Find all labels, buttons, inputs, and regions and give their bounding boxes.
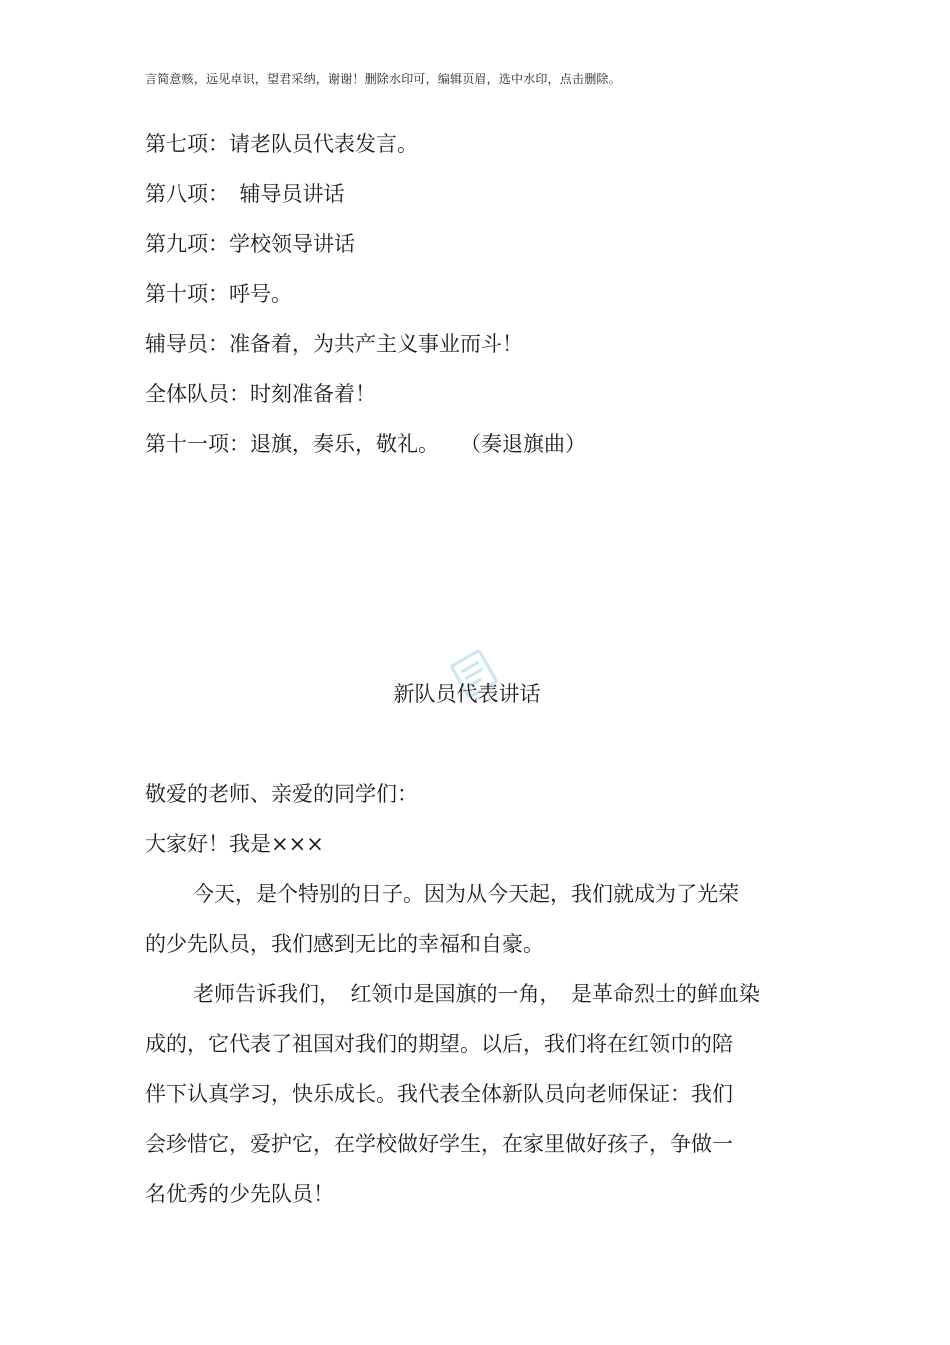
speech-line: 今天，是个特别的日子。因为从今天起，我们就成为了光荣 xyxy=(193,882,739,906)
header-watermark-note: 言简意赅，远见卓识，望君采纳，谢谢！删除水印可，编辑页眉，选中水印，点击删除。 xyxy=(145,72,621,86)
members-response: 全体队员：时刻准备着！ xyxy=(145,382,376,406)
program-item-8: 第八项： 辅导员讲话 xyxy=(145,182,345,206)
speech-greeting: 大家好！我是××× xyxy=(145,832,324,856)
speech-line: 会珍惜它，爱护它，在学校做好学生，在家里做好孩子，争做一 xyxy=(145,1132,733,1156)
program-item-9: 第九项：学校领导讲话 xyxy=(145,232,355,256)
program-item-10: 第十项：呼号。 xyxy=(145,282,292,306)
speech-line: 的少先队员，我们感到无比的幸福和自豪。 xyxy=(145,932,544,956)
program-item-11: 第十一项：退旗，奏乐，敬礼。 （奏退旗曲） xyxy=(145,432,586,456)
counselor-call: 辅导员：准备着，为共产主义事业而斗！ xyxy=(145,332,523,356)
speech-line: 老师告诉我们， 红领巾是国旗的一角， 是革命烈士的鲜血染 xyxy=(193,982,760,1006)
speech-title: 新队员代表讲话 xyxy=(393,682,541,706)
program-item-7: 第七项：请老队员代表发言。 xyxy=(145,132,418,156)
speech-line: 成的，它代表了祖国对我们的期望。以后，我们将在红领巾的陪 xyxy=(145,1032,733,1056)
speech-line: 伴下认真学习，快乐成长。我代表全体新队员向老师保证：我们 xyxy=(145,1082,733,1106)
speech-salutation: 敬爱的老师、亲爱的同学们： xyxy=(145,782,418,806)
speech-line: 名优秀的少先队员！ xyxy=(145,1182,334,1206)
